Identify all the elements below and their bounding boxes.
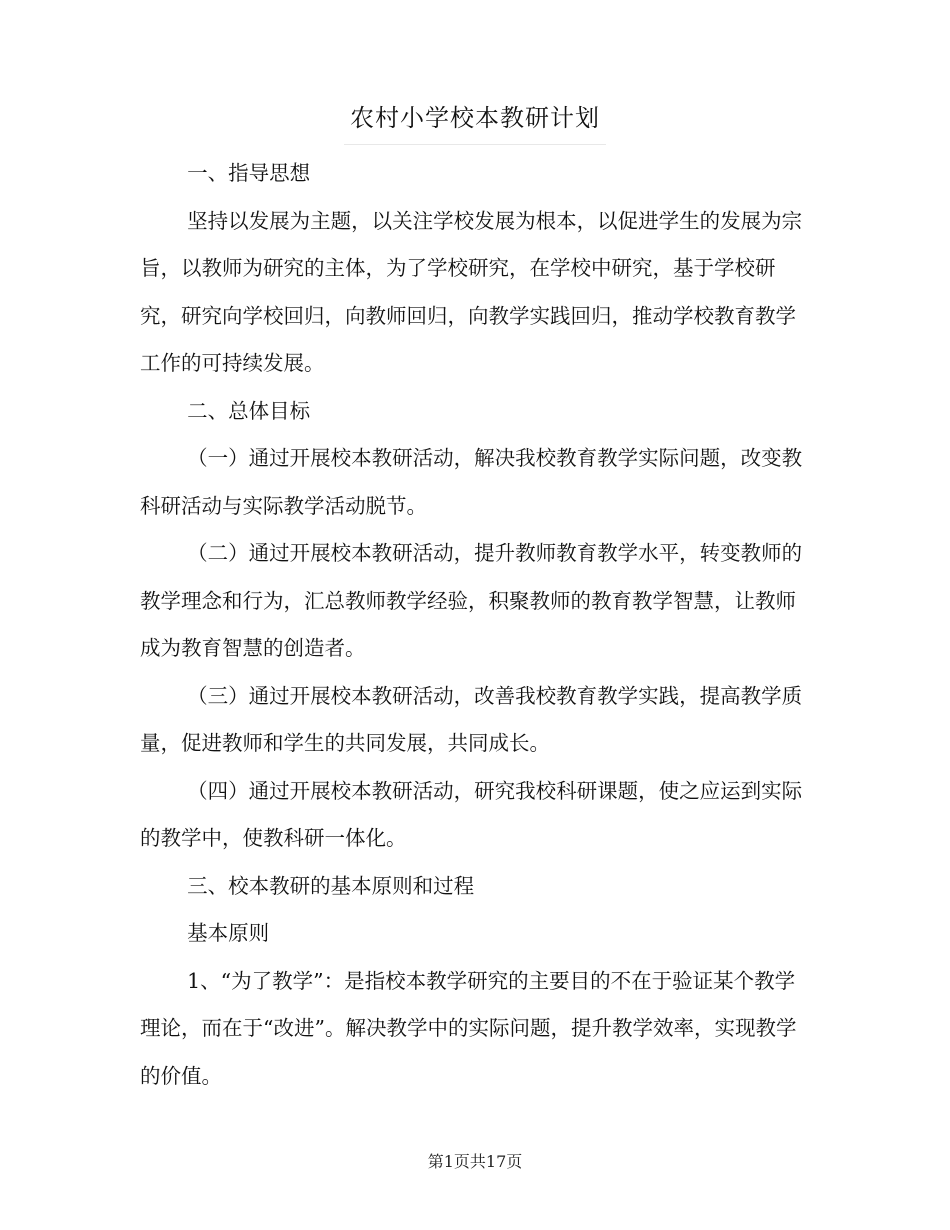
goal-item-3: （三）通过开展校本教研活动，改善我校教育教学实践，提高教学质量，促进教师和学生的共同发展，共同成长。 bbox=[140, 683, 803, 755]
goal-item-1: （一）通过开展校本教研活动，解决我校教育教学实际问题，改变教科研活动与实际教学活动脱节。 bbox=[140, 446, 803, 518]
goal-item-2: （二）通过开展校本教研活动，提升教师教育教学水平，转变教师的教学理念和行为，汇总教师教学经验，积聚教师的教育教学智慧，让教师成为教育智慧的创造者。 bbox=[140, 541, 803, 660]
document-title: 农村小学校本教研计划 bbox=[344, 98, 606, 145]
heading-overall-goals: 二、总体目标 bbox=[187, 398, 311, 423]
title-area bbox=[0, 98, 950, 145]
heading-principles-process: 三、校本教研的基本原则和过程 bbox=[187, 873, 475, 898]
paragraph-guiding-ideology: 坚持以发展为主题，以关注学校发展为根本，以促进学生的发展为宗旨，以教师为研究的主体，为了学校研究，在学校中研究，基于学校研究，研究向学校回归，向教师回归，向教学实践回归，推动学校教育教学工作的可持续发展。 bbox=[140, 208, 803, 375]
subheading-basic-principles: 基本原则 bbox=[187, 921, 270, 945]
document-body bbox=[140, 150, 810, 1100]
principle-item-1: 1、“为了教学”：是指校本教学研究的主要目的不在于验证某个教学理论，而在于“改进”。解决教学中的实际问题，提升教学效率，实现教学的价值。 bbox=[140, 968, 797, 1088]
heading-guiding-ideology: 一、指导思想 bbox=[187, 161, 311, 185]
goal-item-4: （四）通过开展校本教研活动，研究我校科研课题，使之应运到实际的教学中，使教科研一体化。 bbox=[140, 778, 803, 850]
page-number: 第1页共17页 bbox=[427, 1152, 523, 1171]
